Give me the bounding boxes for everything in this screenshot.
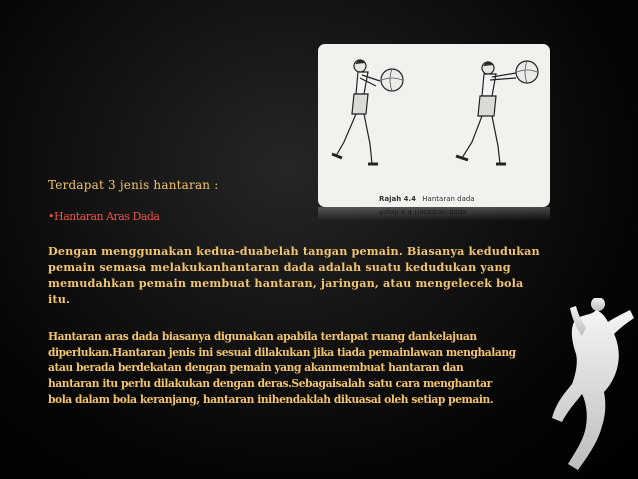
figure-caption — [379, 195, 475, 203]
figure-reflection-text: Rajah 4.4 Hantaran dada — [379, 208, 467, 216]
basketball-right — [516, 61, 538, 83]
basketball-left — [381, 69, 403, 91]
paragraph-usage: Hantaran aras dada biasanya digunakan apabila terdapat ruang dankelajuan diperlukan.Hantaran jenis ini sesuai dilakukan jika tiada pemainlawan menghalang atau berada berdekatan dengan pemain yang akanmembuat hantaran dan hantaran itu perlu dilakukan dengan deras.Sebagaisalah satu cara menghantar bola dalam bola keranjang, hantaran inihendaklah dikuasai oleh setiap pemain. — [48, 330, 516, 406]
figure-caption-text: Hantaran dada — [422, 195, 475, 203]
slide-heading: Terdapat 3 jenis hantaran : — [48, 178, 219, 192]
figure-caption-number: Rajah 4.4 — [379, 195, 417, 203]
bullet-chest-pass: •Hantaran Aras Dada — [48, 210, 160, 223]
paragraph-description: Dengan menggunakan kedua-duabelah tangan pemain. Biasanya kedudukan pemain semasa melakukanhantaran dada adalah suatu kedudukan yang memudahkan pemain membuat hantaran, jaringan, atau mengelecek bola itu. — [48, 244, 540, 306]
basketball-players-illustration — [318, 44, 550, 207]
player-right — [456, 62, 516, 164]
basketball-player-silhouette-icon — [548, 298, 638, 479]
player-left — [332, 60, 380, 164]
figure-reflection — [318, 207, 550, 221]
figure-image — [318, 44, 550, 207]
